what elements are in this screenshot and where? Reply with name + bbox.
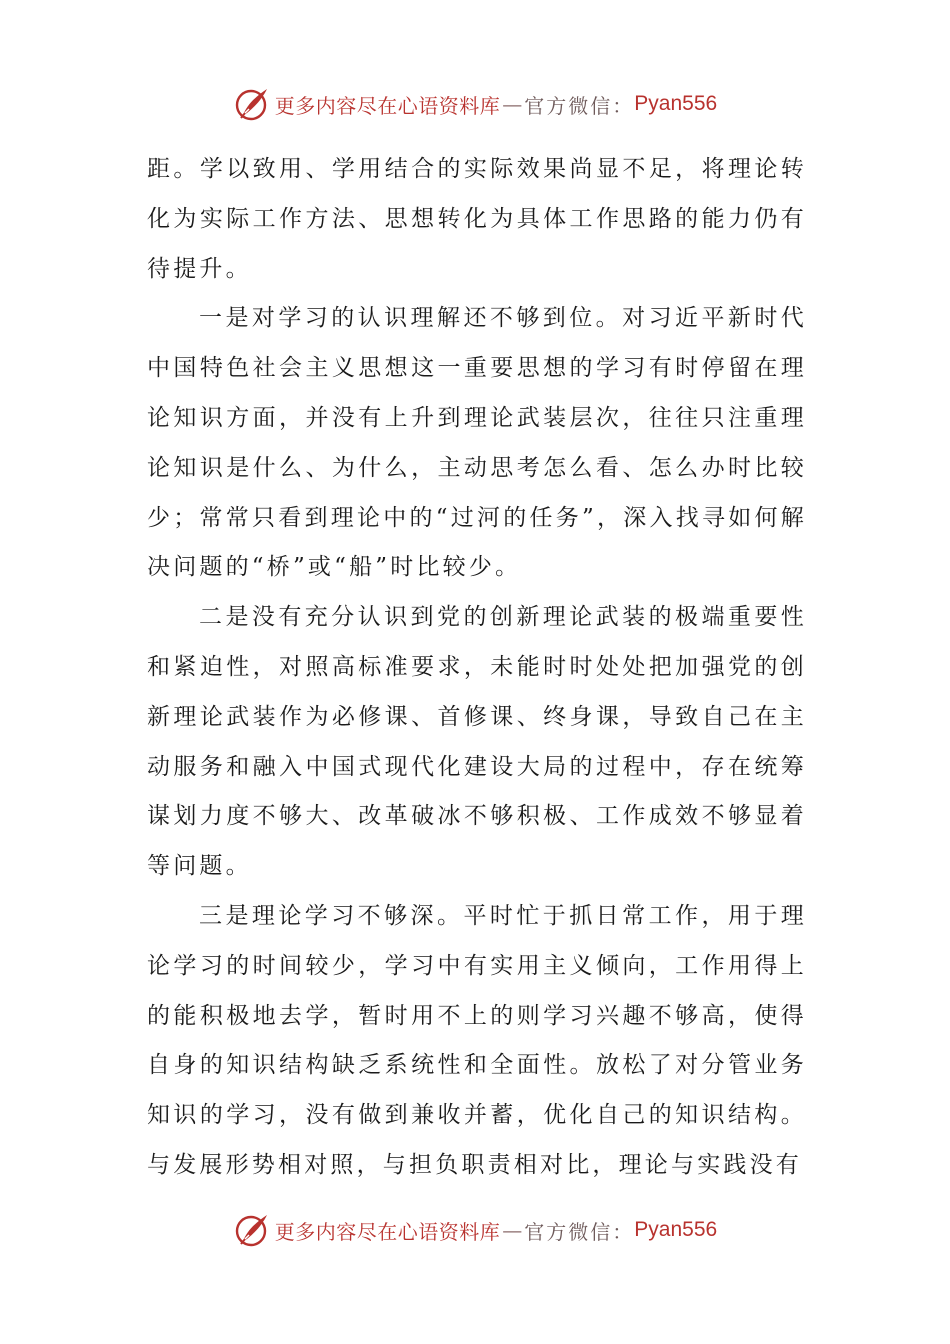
paragraph-point-three: 三是理论学习不够深。平时忙于抓日常工作，用于理论学习的时间较少，学习中有实用主义倾向，工作用得上的能积极地去学，暂时用不上的则学习兴趣不够高，使得自身的知识结构缺乏系统性和全面性。放松了对分管业务知识的学习，没有做到兼收并蓄，优化自己的知识结构。与发展形势相对照，与担负职责相对比，理论与实践没有 [147, 902, 807, 1178]
footer-banner [0, 1208, 950, 1252]
banner-separator: — [502, 1218, 523, 1242]
paragraph-point-one: 一是对学习的认识理解还不够到位。对习近平新时代中国特色社会主义思想这一重要思想的学习有时停留在理论知识方面，并没有上升到理论武装层次，往往只注重理论知识是什么、为什么，主动思考怎么看、怎么办时比较少；常常只看到理论中的“过河的任务”，深入找寻如何解决问题的“桥”或“船”时比较少。 [147, 305, 807, 581]
banner-separator: — [502, 92, 523, 116]
banner-slogan: 更多内容尽在心语资料库 [274, 1219, 501, 1244]
document-body [147, 145, 807, 1191]
banner-wechat-label: 官方微信： [524, 1219, 635, 1244]
quill-logo-icon [233, 85, 271, 123]
paragraph-continuation: 距。学以致用、学用结合的实际效果尚显不足，将理论转化为实际工作方法、思想转化为具体工作思路的能力仍有待提升。 [147, 156, 807, 282]
banner-slogan: 更多内容尽在心语资料库 [274, 93, 501, 118]
header-banner [0, 82, 950, 126]
banner-wechat-id: Pyan556 [634, 1218, 718, 1241]
paragraph-point-two: 二是没有充分认识到党的创新理论武装的极端重要性和紧迫性，对照高标准要求，未能时时处处把加强党的创新理论武装作为必修课、首修课、终身课，导致自己在主动服务和融入中国式现代化建设大局的过程中，存在统筹谋划力度不够大、改革破冰不够积极、工作成效不够显着等问题。 [147, 604, 807, 880]
banner-wechat-id: Pyan556 [634, 92, 718, 115]
quill-logo-icon [233, 1211, 271, 1249]
banner-wechat-label: 官方微信： [524, 93, 635, 118]
